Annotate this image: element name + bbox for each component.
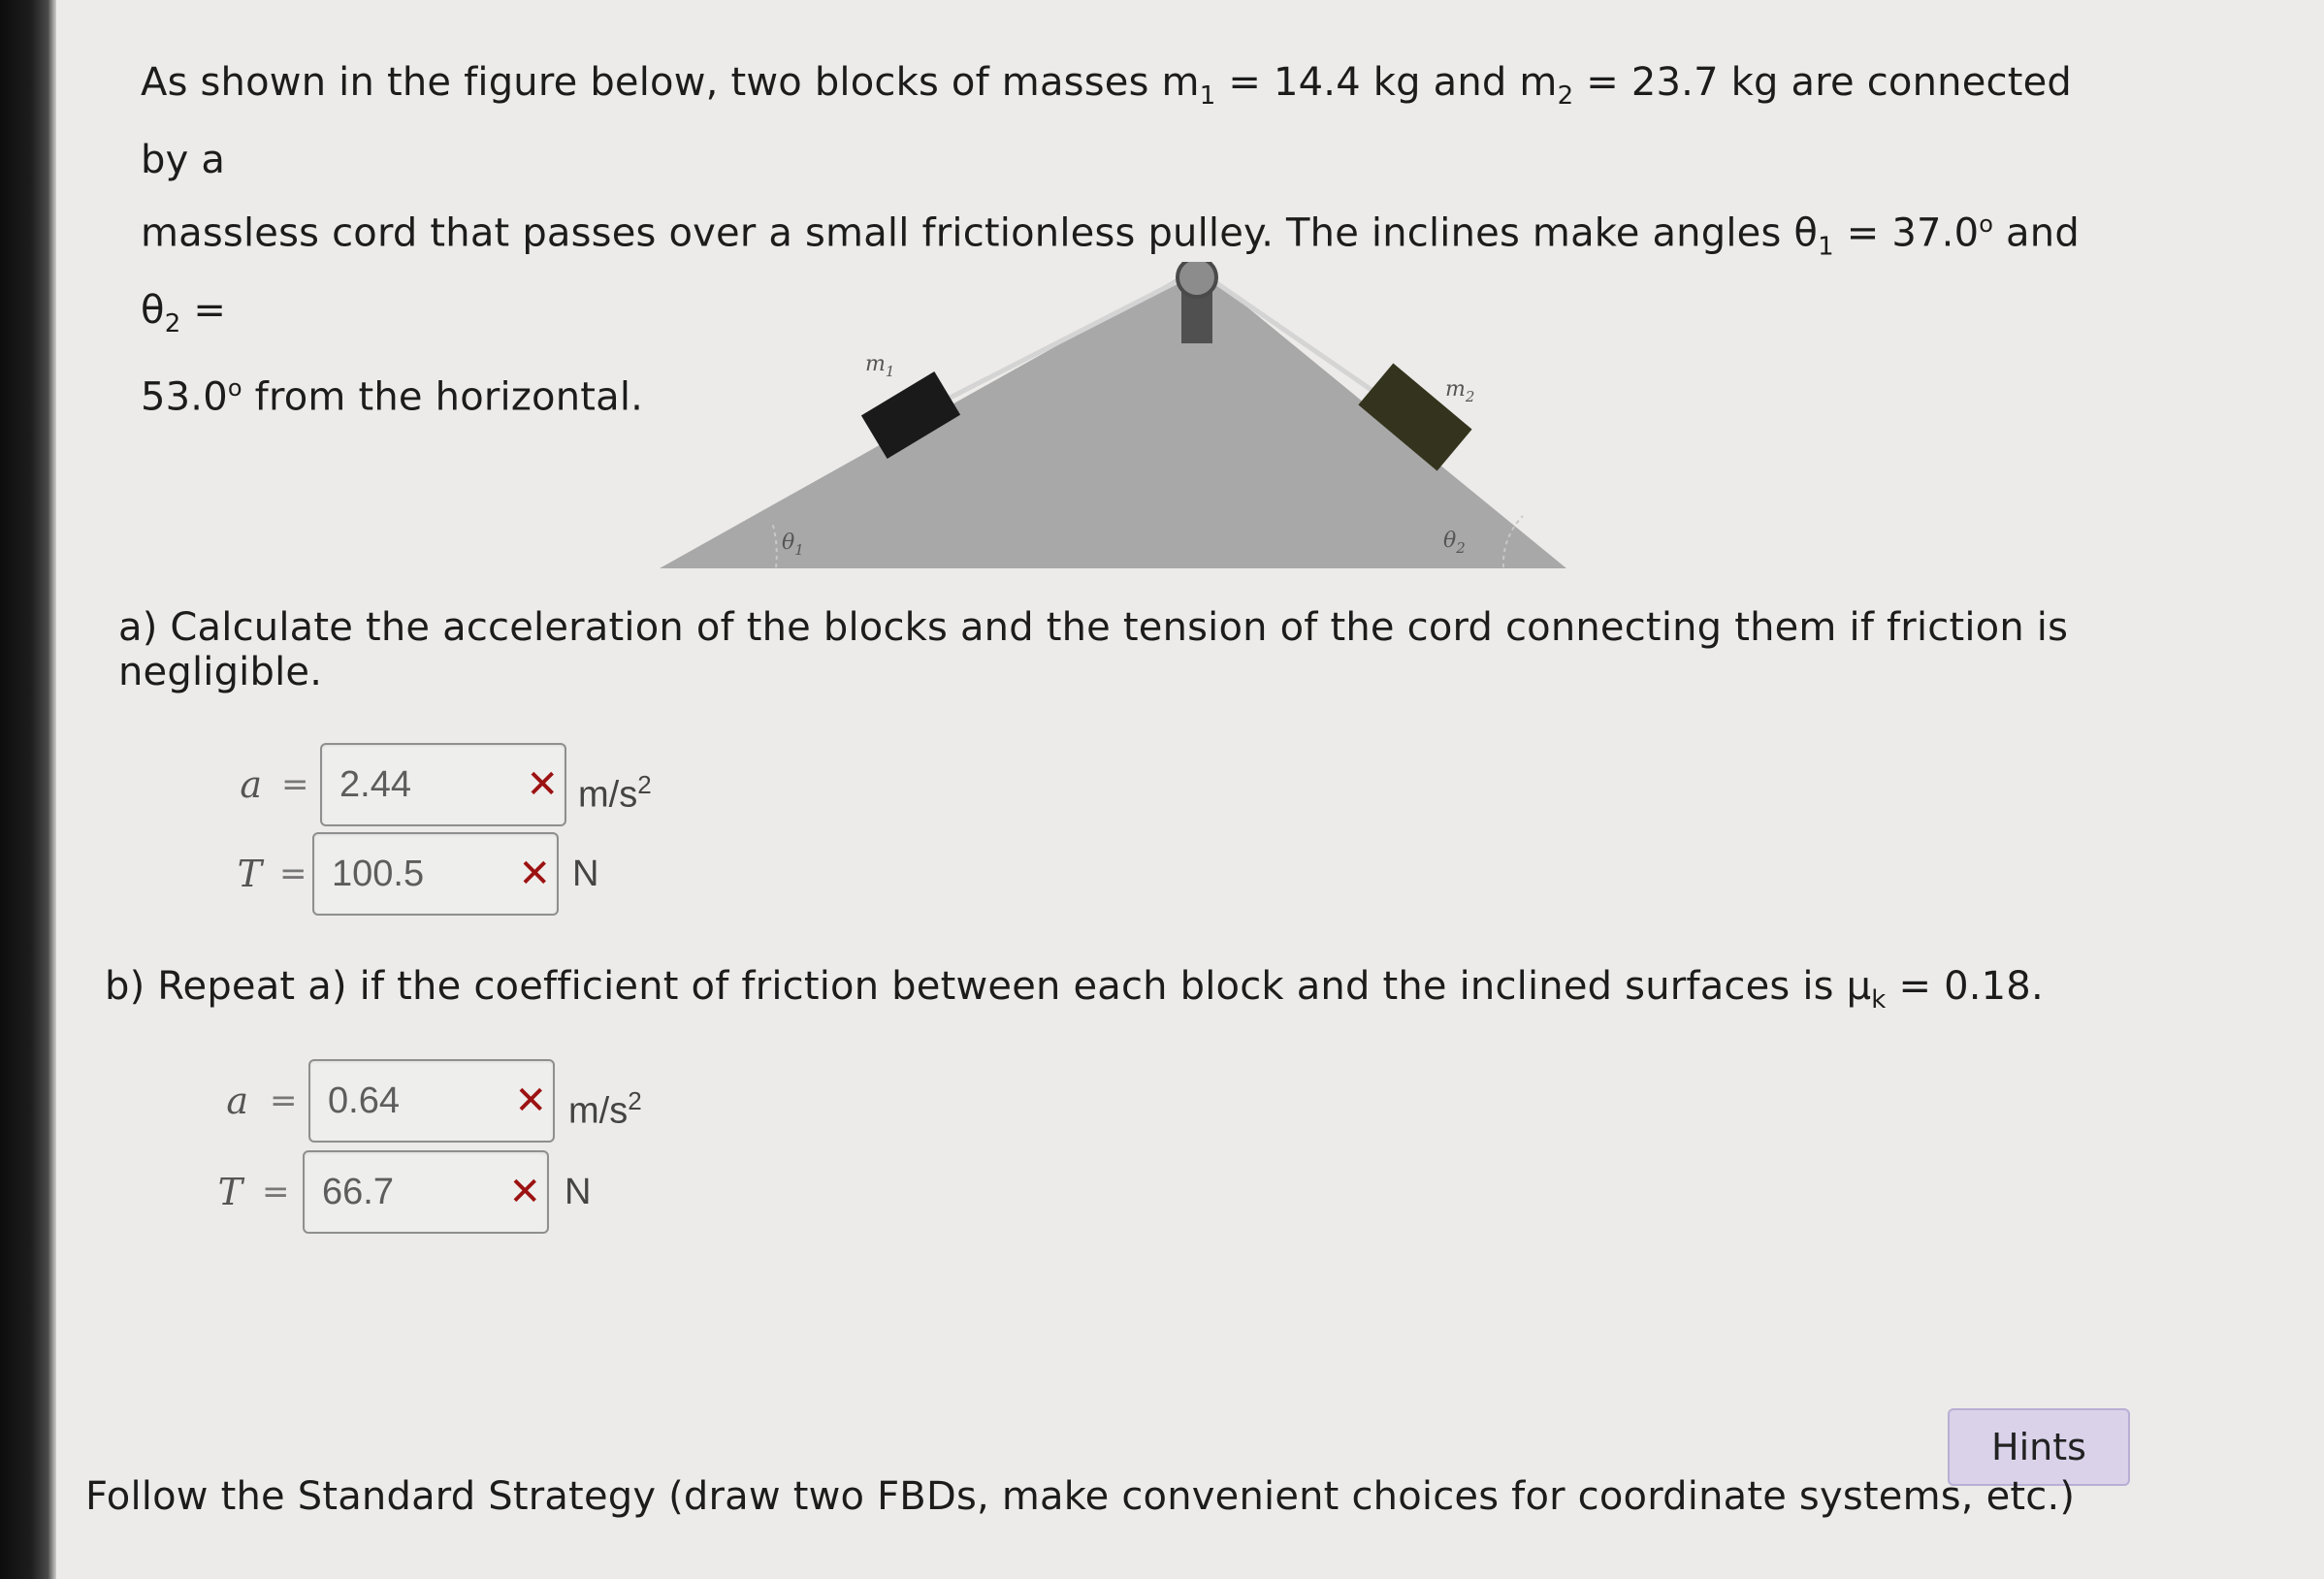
equals-sign: =	[270, 1081, 298, 1120]
problem-line-1: As shown in the figure below, two blocks of masses $m_1 = 14.4$ kg and $m_2 = 23.7$ kg are connected by a	[141, 60, 2072, 182]
equals-sign: =	[279, 854, 307, 893]
part-b-tension-value[interactable]: 66.7	[322, 1172, 394, 1212]
problem-line-2: massless cord that passes over a small frictionless pulley. The inclines make angles $\theta_1 = 37.0^o$ and $\theta_2$ =	[141, 210, 2080, 339]
acceleration-unit: $m/s^2$	[568, 1086, 642, 1132]
part-a-tension-input[interactable]	[312, 832, 559, 916]
theta2-label: $\theta_2$	[1443, 529, 1466, 557]
tension-symbol: T	[237, 853, 262, 895]
part-b-tension-input[interactable]	[303, 1150, 549, 1234]
part-a-question-line-2: negligible.	[118, 650, 323, 694]
part-a-acceleration-input[interactable]	[320, 743, 566, 826]
part-a-question-line-1: a) Calculate the acceleration of the blocks and the tension of the cord connecting them if friction is	[118, 605, 2069, 650]
equals-sign: =	[262, 1173, 290, 1211]
part-a-question	[118, 605, 2068, 694]
m2-label: $m_2$	[1445, 377, 1475, 405]
part-b-question	[105, 964, 2044, 1022]
pulley-wheel	[1178, 262, 1216, 297]
incorrect-icon: ✕	[508, 1170, 541, 1214]
equals-sign: =	[281, 765, 309, 804]
part-b-acceleration-input[interactable]	[308, 1059, 555, 1143]
incorrect-icon: ✕	[518, 852, 551, 896]
theta1-label: $\theta_1$	[782, 531, 804, 559]
tension-unit: N	[565, 1172, 592, 1212]
problem-line-3: 53.0$^o$ from the horizontal.	[141, 374, 644, 420]
incorrect-icon: ✕	[514, 1079, 547, 1123]
part-a-tension-value[interactable]: 100.5	[332, 854, 425, 894]
m1-label: $m_1$	[865, 352, 895, 380]
strategy-hint-text: Follow the Standard Strategy (draw two FBDs, make convenient choices for coordinate systems, etc.)	[85, 1474, 2076, 1519]
part-b-question-line: b) Repeat a) if the coefficient of friction between each block and the inclined surfaces is $\mu_k = 0.18$.	[105, 964, 2044, 1015]
screen-edge-shadow	[0, 0, 56, 1579]
incline-pulley-figure	[650, 262, 1581, 582]
incorrect-icon: ✕	[526, 762, 559, 807]
acceleration-unit: $m/s^2$	[578, 770, 652, 816]
part-a-acceleration-value[interactable]: 2.44	[339, 764, 411, 805]
hints-button[interactable]: Hints	[1948, 1408, 2130, 1486]
part-b-acceleration-value[interactable]: 0.64	[328, 1080, 400, 1121]
acceleration-symbol: a	[226, 1080, 248, 1122]
acceleration-symbol: a	[240, 763, 262, 806]
tension-unit: N	[572, 854, 599, 894]
tension-symbol: T	[217, 1171, 242, 1213]
